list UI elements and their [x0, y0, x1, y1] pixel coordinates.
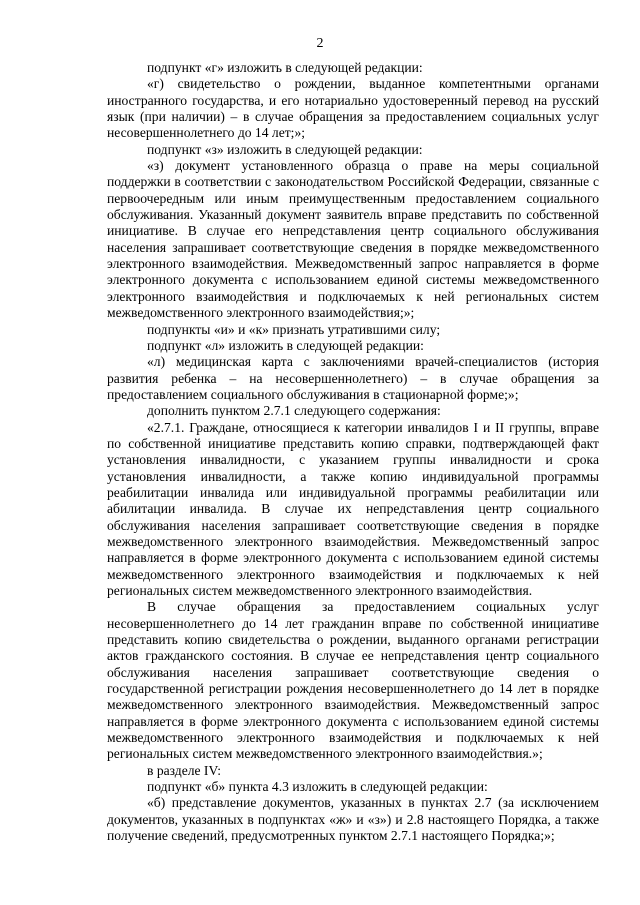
page-number: 2 [316, 36, 324, 51]
paragraph-subpoint-g-intro: подпункт «г» изложить в следующей редакции: [147, 60, 423, 75]
paragraph-section-iv: в разделе IV: [147, 762, 222, 778]
paragraph-point-271-intro: дополнить пунктом 2.7.1 следующего содержания: [147, 403, 441, 419]
paragraph-subpoint-l-intro: подпункт «л» изложить в следующей редакции: [147, 337, 424, 353]
paragraph-subpoint-z-text: «з) документ установленного образца о праве на меры социальной поддержки в соответствии с законодательством Российской Федерации, связанные с первоочередным или иным преимущественным предоставлением социального обслуживания. Указанный документ заявитель вправе представить по собственной инициативе. В случае его непредставления центр социального обслуживания населения запрашивает соответствующие сведения в порядке межведомственного электронного взаимодействия. Межведомственный запрос направляется в форме электронного документа с использованием единой системы межведомственного электронного взаимодействия и подключаемых к ней региональных систем межведомственного электронного взаимодействия;»; [107, 158, 599, 321]
paragraph-subpoint-z-intro: подпункт «з» изложить в следующей редакции: [147, 141, 423, 157]
paragraph-subpoint-l-text: «л) медицинская карта с заключениями врачей-специалистов (история развития ребенка – на несовершеннолетнего) – в случае обращения за предоставлением социального обслуживания в стационарной форме;»; [107, 354, 599, 402]
paragraph-subpoints-i-k: подпункты «и» и «к» признать утратившими силу; [147, 321, 441, 337]
paragraph-subpoint-g-text: «г) свидетельство о рождении, выданное компетентными органами иностранного государства, и его нотариально удостоверенный перевод на русский язык (при наличии) – в случае обращения за предоставлением социальных услуг несовершеннолетнего до 14 лет;»; [107, 76, 599, 141]
paragraph-subpoint-b-intro: подпункт «б» пункта 4.3 изложить в следующей редакции: [147, 779, 488, 795]
paragraph-point-271-minors: В случае обращения за предоставлением социальных услуг несовершеннолетнего до 14 лет гражданин вправе по собственной инициативе представить копию свидетельства о рождении, выданного органами регистрации актов гражданского состояния. В случае ее непредставления центр социального обслуживания населения запрашивает соответствующие сведения о государственной регистрации рождения несовершеннолетнего до 14 лет в порядке межведомственного электронного взаимодействия. Межведомственный запрос направляется в форме электронного документа с использованием единой системы межведомственного электронного взаимодействия и подключаемых к ней региональных систем межведомственного электронного взаимодействия.»; [107, 599, 599, 762]
paragraph-point-271-text: «2.7.1. Граждане, относящиеся к категории инвалидов I и II группы, вправе по собственной инициативе представить копию справки, подтверждающей факт установления инвалидности, с указанием группы инвалидности и срока установления инвалидности, а также копию индивидуальной программы реабилитации инвалида или индивидуальной программы реабилитации или абилитации инвалида. В случае их непредставления центр социального обслуживания населения запрашивает соответствующие сведения в порядке межведомственного электронного взаимодействия. Межведомственный запрос направляется в форме электронного документа с использованием единой системы межведомственного электронного взаимодействия и подключаемых к ней региональных систем межведомственного электронного взаимодействия. [107, 419, 599, 598]
document-body [107, 60, 599, 845]
paragraph-subpoint-b-text: «б) представление документов, указанных в пунктах 2.7 (за исключением документов, указанных в подпунктах «ж» и «з») и 2.8 настоящего Порядка, а также получение сведений, предусмотренных пунктом 2.7.1 настоящего Порядка;»; [107, 795, 599, 844]
